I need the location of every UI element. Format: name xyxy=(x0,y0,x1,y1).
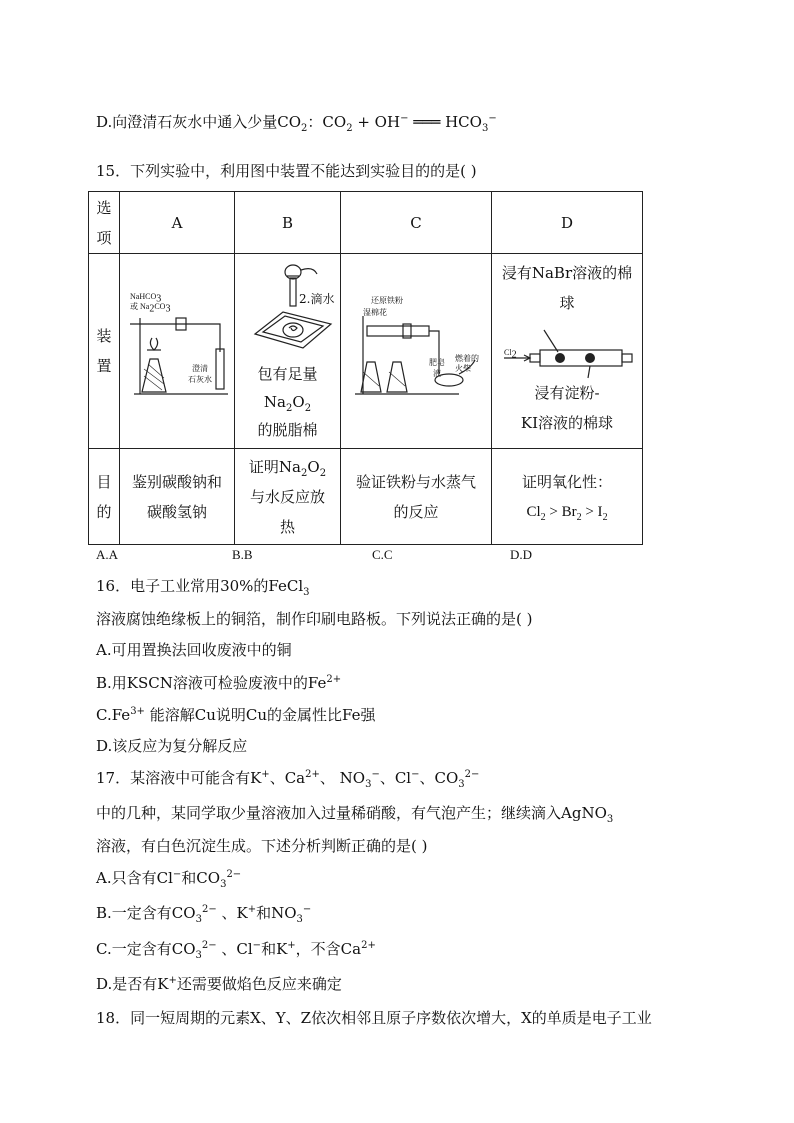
q16-stem-2: 溶液腐蚀绝缘板上的铜箔，制作印刷电路板。下列说法正确的是( ) xyxy=(96,610,533,628)
q15-option-d: D.D xyxy=(510,547,533,562)
iron-steam-apparatus-icon xyxy=(341,254,491,448)
q18-stem: 18．同一短周期的元素X、Y、Z依次相邻且原子序数依次增大，X的单质是电子工业 xyxy=(96,1009,652,1027)
q15-option-a: A.A xyxy=(96,547,119,562)
col-b-header: B xyxy=(235,192,341,254)
col-d-header: D xyxy=(492,192,643,254)
q17-stem-1: 17．某溶液中可能含有K+、$Ca^{2+}$、 $NO_3^-$、Cl−、$CO_3^{2-}$ xyxy=(96,769,480,790)
purpose-c: 验证铁粉与水蒸气 的反应 xyxy=(341,449,492,545)
q15-table xyxy=(88,191,643,545)
row-label-option: 选 项 xyxy=(89,192,120,254)
purpose-a: 鉴别碳酸钠和 碳酸氢钠 xyxy=(120,449,235,545)
q15-option-b: B.B xyxy=(232,547,253,562)
row-label-apparatus: 装 置 xyxy=(89,254,120,449)
q14-option-d: D.向澄清石灰水中通入少量$CO_2$：$CO_2 + OH^-$ ═══ $HCO_3^-$ xyxy=(96,113,497,134)
apparatus-b: 2.滴水 包有足量 $Na_2O_2$ 的脱脂棉 xyxy=(235,254,341,449)
q17-option-c: C.一定含有$CO_3^{2-}$ 、Cl−和K+，不含$Ca^{2+}$ xyxy=(96,940,376,961)
q15-stem: 15．下列实验中，利用图中装置不能达到实验目的的是( ) xyxy=(96,162,477,180)
purpose-b: 证明$Na_2O_2$ 与水反应放 热 xyxy=(235,449,341,545)
q15-option-c: C.C xyxy=(372,547,393,562)
row-label-purpose: 目 的 xyxy=(89,449,120,545)
apparatus-c: 还原铁粉 湿棉花 肥皂 液 燃着的 火柴 xyxy=(341,254,492,449)
q17-stem-2: 中的几种，某同学取少量溶液加入过量稀硝酸，有气泡产生；继续滴入AgNO$_3$ xyxy=(96,804,614,825)
q16-option-c: $C.Fe^{3+}$ 能溶解Cu说明Cu的金属性比Fe强 xyxy=(96,706,376,724)
q16-stem-1: 16．电子工业常用30%的FeCl$_3$ xyxy=(96,577,310,598)
q17-option-b: B.一定含有$CO_3^{2-}$ 、K+和$NO_3^-$ xyxy=(96,904,312,925)
apparatus-a: NaHCO$_3$ 或 $Na_2CO_3$ 澄清 石灰水 xyxy=(120,254,235,449)
apparatus-d: 浸有NaBr溶液的棉 球 $Cl_2$ 浸有淀粉- KI溶液的棉球 xyxy=(492,254,643,449)
q17-option-d: D.是否有K+还需要做焰色反应来确定 xyxy=(96,975,342,993)
purpose-d: 证明氧化性： $Cl_2 > Br_2 > I_2$ xyxy=(492,449,643,545)
q16-option-b: B.用KSCN溶液可检验废液中的$Fe^{2+}$ xyxy=(96,674,342,692)
q17-option-a: A.只含有Cl−和$CO_3^{2-}$ xyxy=(96,869,242,890)
col-c-header: C xyxy=(341,192,492,254)
q16-option-d: D.该反应为复分解反应 xyxy=(96,737,248,755)
heating-apparatus-a-icon xyxy=(120,254,234,448)
q17-stem-3: 溶液，有白色沉淀生成。下述分析判断正确的是( ) xyxy=(96,837,428,855)
q16-option-a: A.可用置换法回收废液中的铜 xyxy=(96,641,292,659)
col-a-header: A xyxy=(120,192,235,254)
